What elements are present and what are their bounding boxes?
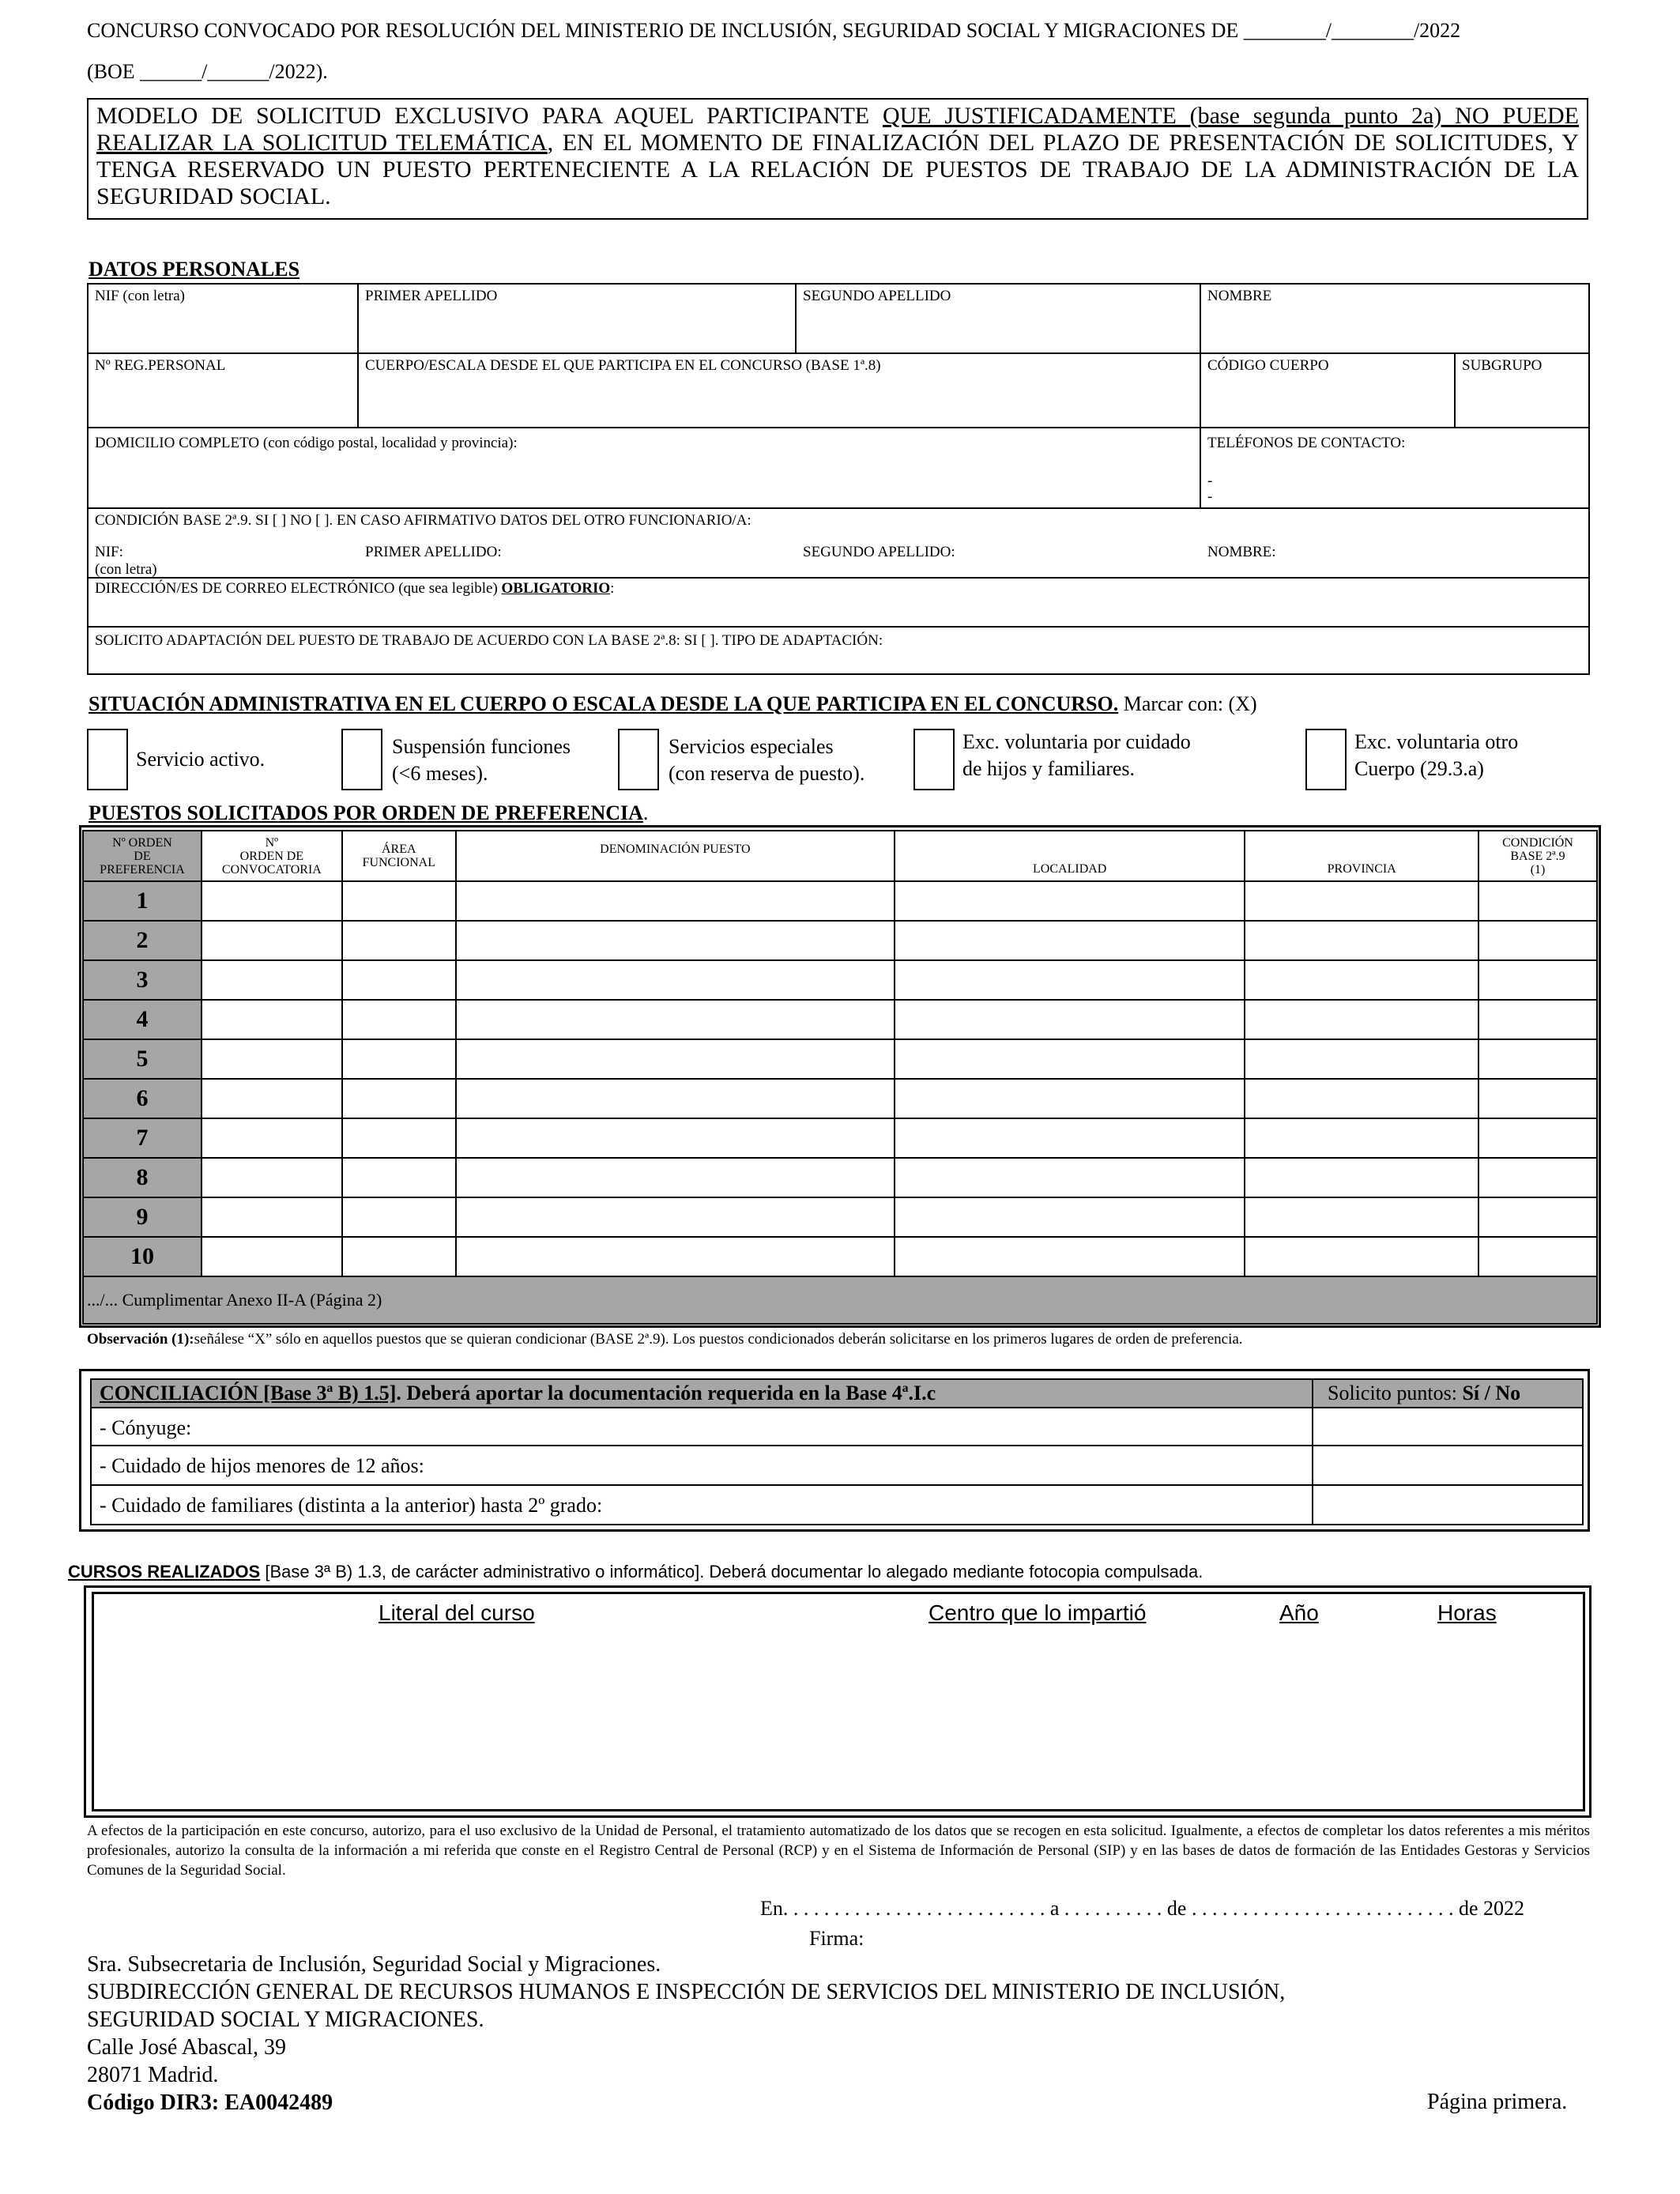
denominacion-cell[interactable] <box>456 881 895 921</box>
localidad-cell[interactable] <box>895 1118 1245 1158</box>
area-funcional-cell[interactable] <box>342 921 456 960</box>
hijos-puntos-field[interactable] <box>1313 1446 1582 1486</box>
denominacion-cell[interactable] <box>456 1000 895 1039</box>
cursos-field[interactable] <box>92 1592 1585 1811</box>
domicilio-field[interactable]: DOMICILIO COMPLETO (con código postal, localidad y provincia): <box>87 427 1201 509</box>
cuerpo-escala-field[interactable]: CUERPO/ESCALA DESDE EL QUE PARTICIPA EN EL CONCURSO (BASE 1ª.8) <box>357 352 1201 428</box>
orden-preferencia-number: 5 <box>83 1039 202 1079</box>
model-notice-text: MODELO DE SOLICITUD EXCLUSIVO PARA AQUEL PARTICIPANTE QUE JUSTIFICADAMENTE (base segunda punto 2a) NO PUEDE REALIZAR LA SOLICITUD TELEMÁTICA, EN EL MOMENTO DE FINALIZACIÓN DEL PLAZO DE PRESENTACIÓN DE SOLICITUDES, Y TENGA RESERVADO UN PUESTO PERTENECIENTE A LA RELACIÓN DE PUESTOS DE TRABAJO DE LA ADMINISTRACIÓN DE LA SEGURIDAD SOCIAL. <box>96 103 1580 209</box>
boe-line: (BOE ______/______/2022). <box>87 60 328 83</box>
col-literal-curso: Literal del curso <box>379 1600 535 1625</box>
provincia-cell[interactable] <box>1245 1000 1478 1039</box>
puesto-row <box>83 1158 1597 1197</box>
provincia-cell[interactable] <box>1245 881 1478 921</box>
cursos-title: CURSOS REALIZADOS [Base 3ª B) 1.3, de carácter administrativo o informático]. Deberá documentar lo alegado mediante fotocopia compulsada. <box>68 1562 1203 1581</box>
col-provincia: PROVINCIA <box>1245 831 1478 881</box>
primer-apellido-field[interactable]: PRIMER APELLIDO <box>357 283 797 354</box>
area-funcional-cell[interactable] <box>342 1237 456 1276</box>
orden-convocatoria-cell[interactable] <box>202 1158 342 1197</box>
address-line-1: Sra. Subsecretaria de Inclusión, Seguridad Social y Migraciones. <box>87 1952 661 1977</box>
puestos-table <box>82 830 1598 1325</box>
col-localidad: LOCALIDAD <box>895 831 1245 881</box>
servicios-especiales-label: Servicios especiales (con reserva de puesto). <box>669 735 865 785</box>
orden-preferencia-number: 6 <box>83 1079 202 1118</box>
conciliacion-header: CONCILIACIÓN [Base 3ª B) 1.5]. Deberá aportar la documentación requerida en la Base 4ª.I.c <box>92 1380 1313 1408</box>
col-orden-convocatoria: Nº ORDEN DE CONVOCATORIA <box>202 831 342 881</box>
localidad-cell[interactable] <box>895 1237 1245 1276</box>
puesto-row <box>83 1000 1597 1039</box>
col-orden-preferencia: Nº ORDEN DE PREFERENCIA <box>83 831 202 881</box>
exc-cuidado-checkbox[interactable] <box>913 729 955 790</box>
exc-otro-cuerpo-checkbox[interactable] <box>1305 729 1347 790</box>
puestos-footer-row <box>83 1276 1597 1324</box>
adaptacion-field[interactable]: SOLICITO ADAPTACIÓN DEL PUESTO DE TRABAJO DE ACUERDO CON LA BASE 2ª.8: SI [ ]. TIPO DE ADAPTACIÓN: <box>87 626 1590 675</box>
codigo-cuerpo-field[interactable]: CÓDIGO CUERPO <box>1200 352 1456 428</box>
condicion-cell[interactable] <box>1478 881 1597 921</box>
orden-convocatoria-cell[interactable] <box>202 921 342 960</box>
puesto-row <box>83 1118 1597 1158</box>
provincia-cell[interactable] <box>1245 1197 1478 1237</box>
firma-label: Firma: <box>809 1927 864 1950</box>
orden-convocatoria-cell[interactable] <box>202 1197 342 1237</box>
address-line-4: Calle José Abascal, 39 <box>87 2035 286 2060</box>
col-ano: Año <box>1279 1600 1319 1625</box>
orden-preferencia-number: 3 <box>83 960 202 1000</box>
puesto-row <box>83 881 1597 921</box>
puesto-row <box>83 1039 1597 1079</box>
denominacion-cell[interactable] <box>456 1197 895 1237</box>
conciliacion-table <box>90 1378 1584 1525</box>
puestos-title: PUESTOS SOLICITADOS POR ORDEN DE PREFERENCIA. <box>89 801 649 824</box>
denominacion-cell[interactable] <box>456 1158 895 1197</box>
hijos-row: - Cuidado de hijos menores de 12 años: <box>92 1446 1313 1486</box>
orden-convocatoria-cell[interactable] <box>202 1000 342 1039</box>
orden-preferencia-number: 10 <box>83 1237 202 1276</box>
denominacion-cell[interactable] <box>456 1039 895 1079</box>
denominacion-cell[interactable] <box>456 960 895 1000</box>
denominacion-cell[interactable] <box>456 1118 895 1158</box>
col-area-funcional: ÁREA FUNCIONAL <box>342 831 456 881</box>
address-line-2: SUBDIRECCIÓN GENERAL DE RECURSOS HUMANOS E INSPECCIÓN DE SERVICIOS DEL MINISTERIO DE INCLUSIÓN, <box>87 1980 1286 2004</box>
orden-convocatoria-cell[interactable] <box>202 960 342 1000</box>
col-horas: Horas <box>1437 1600 1497 1625</box>
localidad-cell[interactable] <box>895 1039 1245 1079</box>
solicito-puntos-header: Solicito puntos: Sí / No <box>1313 1380 1582 1408</box>
conyuge-puntos-field[interactable] <box>1313 1408 1582 1446</box>
place-date-line[interactable]: En. . . . . . . . . . . . . . . . . . . . . . . . . . a . . . . . . . . . . de . . . . . . . . . . . . . . . . . . . . . . . . . . de 2022 <box>760 1897 1525 1920</box>
localidad-cell[interactable] <box>895 921 1245 960</box>
condicion-cell[interactable] <box>1478 960 1597 1000</box>
condicion-cell[interactable] <box>1478 921 1597 960</box>
provincia-cell[interactable] <box>1245 1158 1478 1197</box>
area-funcional-cell[interactable] <box>342 960 456 1000</box>
conyuge-row: - Cónyuge: <box>92 1408 1313 1446</box>
provincia-cell[interactable] <box>1245 1237 1478 1276</box>
familiares-puntos-field[interactable] <box>1313 1486 1582 1524</box>
familiares-row: - Cuidado de familiares (distinta a la anterior) hasta 2º grado: <box>92 1486 1313 1524</box>
provincia-cell[interactable] <box>1245 1079 1478 1118</box>
col-denominacion: DENOMINACIÓN PUESTO <box>456 831 895 881</box>
orden-preferencia-number: 8 <box>83 1158 202 1197</box>
situacion-title: SITUACIÓN ADMINISTRATIVA EN EL CUERPO O ESCALA DESDE LA QUE PARTICIPA EN EL CONCURSO. Marcar con: (X) <box>89 692 1257 715</box>
col-centro: Centro que lo impartió <box>929 1600 1147 1625</box>
puesto-row <box>83 1079 1597 1118</box>
puesto-row <box>83 1237 1597 1276</box>
orden-preferencia-number: 4 <box>83 1000 202 1039</box>
condicion-cell[interactable] <box>1478 1158 1597 1197</box>
puesto-row <box>83 921 1597 960</box>
address-line-5: 28071 Madrid. <box>87 2063 219 2087</box>
suspension-label: Suspensión funciones (<6 meses). <box>392 735 571 785</box>
servicios-especiales-checkbox[interactable] <box>618 729 659 790</box>
observacion-note: Observación (1):señálese “X” sólo en aquellos puestos que se quieran condicionar (BASE 2ª.9). Los puestos condicionados deberán solicitarse en los primeros lugares de orden de preferencia. <box>87 1331 1243 1348</box>
col-condicion: CONDICIÓN BASE 2ª.9 (1) <box>1478 831 1597 881</box>
anexo-note: .../... Cumplimentar Anexo II-A (Página 2) <box>83 1276 1597 1324</box>
orden-convocatoria-cell[interactable] <box>202 1118 342 1158</box>
telefonos-field[interactable]: TELÉFONOS DE CONTACTO: - - <box>1200 427 1590 509</box>
puestos-header-row <box>83 831 1597 881</box>
localidad-cell[interactable] <box>895 1000 1245 1039</box>
area-funcional-cell[interactable] <box>342 1000 456 1039</box>
localidad-cell[interactable] <box>895 960 1245 1000</box>
condicion-cell[interactable] <box>1478 1000 1597 1039</box>
localidad-cell[interactable] <box>895 1158 1245 1197</box>
dir3-code: Código DIR3: EA0042489 <box>87 2090 333 2115</box>
area-funcional-cell[interactable] <box>342 1158 456 1197</box>
nif-field[interactable]: NIF (con letra) <box>87 283 359 354</box>
provincia-cell[interactable] <box>1245 921 1478 960</box>
email-field[interactable]: DIRECCIÓN/ES DE CORREO ELECTRÓNICO (que sea legible) OBLIGATORIO: <box>87 577 1590 628</box>
orden-preferencia-number: 9 <box>83 1197 202 1237</box>
condicion-otro-funcionario: CONDICIÓN BASE 2ª.9. SI [ ] NO [ ]. EN CASO AFIRMATIVO DATOS DEL OTRO FUNCIONARIO/A: NIF: (con letra) PRIMER APELLIDO: SEGUNDO APELLIDO: NOMBRE: <box>87 507 1590 579</box>
consent-text: A efectos de la participación en este concurso, autorizo, para el uso exclusivo de la Unidad de Personal, el tratamiento automatizado de los datos que se recogen en esta solicitud. Igualmente, a efectos de completar los datos referentes a mis méritos profesionales, autorizo la consulta de la información a mi referida que conste en el Registro Central de Personal (RCP) y en el Sistema de Información de Personal (SIP) y en las bases de datos de formación de las Entidades Gestoras y Servicios Comunes de la Seguridad Social. <box>87 1823 1590 1879</box>
servicio-activo-checkbox[interactable] <box>87 729 128 790</box>
localidad-cell[interactable] <box>895 881 1245 921</box>
servicio-activo-label: Servicio activo. <box>136 748 266 771</box>
convocatoria-line: CONCURSO CONVOCADO POR RESOLUCIÓN DEL MINISTERIO DE INCLUSIÓN, SEGURIDAD SOCIAL Y MIGRACIONES DE ________/________/2022 <box>87 19 1461 42</box>
orden-convocatoria-cell[interactable] <box>202 1039 342 1079</box>
condicion-cell[interactable] <box>1478 1118 1597 1158</box>
localidad-cell[interactable] <box>895 1197 1245 1237</box>
denominacion-cell[interactable] <box>456 921 895 960</box>
exc-otro-cuerpo-label: Exc. voluntaria otro Cuerpo (29.3.a) <box>1354 730 1519 780</box>
reg-personal-field[interactable]: Nº REG.PERSONAL <box>87 352 359 428</box>
orden-convocatoria-cell[interactable] <box>202 1237 342 1276</box>
denominacion-cell[interactable] <box>456 1237 895 1276</box>
condicion-cell[interactable] <box>1478 1237 1597 1276</box>
area-funcional-cell[interactable] <box>342 1039 456 1079</box>
exc-cuidado-label: Exc. voluntaria por cuidado de hijos y familiares. <box>962 730 1191 780</box>
orden-preferencia-number: 1 <box>83 881 202 921</box>
puesto-row <box>83 1197 1597 1237</box>
provincia-cell[interactable] <box>1245 1039 1478 1079</box>
orden-preferencia-number: 2 <box>83 921 202 960</box>
model-notice-box <box>87 98 1588 220</box>
area-funcional-cell[interactable] <box>342 1118 456 1158</box>
area-funcional-cell[interactable] <box>342 881 456 921</box>
recipient-address <box>87 1951 1285 2117</box>
denominacion-cell[interactable] <box>456 1079 895 1118</box>
provincia-cell[interactable] <box>1245 960 1478 1000</box>
orden-convocatoria-cell[interactable] <box>202 1079 342 1118</box>
orden-preferencia-number: 7 <box>83 1118 202 1158</box>
personal-data-title: DATOS PERSONALES <box>89 258 300 281</box>
area-funcional-cell[interactable] <box>342 1079 456 1118</box>
condicion-cell[interactable] <box>1478 1197 1597 1237</box>
puesto-row <box>83 960 1597 1000</box>
subgrupo-field[interactable]: SUBGRUPO <box>1454 352 1590 428</box>
provincia-cell[interactable] <box>1245 1118 1478 1158</box>
address-line-3: SEGURIDAD SOCIAL Y MIGRACIONES. <box>87 2007 484 2032</box>
condicion-cell[interactable] <box>1478 1079 1597 1118</box>
condicion-cell[interactable] <box>1478 1039 1597 1079</box>
localidad-cell[interactable] <box>895 1079 1245 1118</box>
page-label: Página primera. <box>1427 2090 1568 2114</box>
nombre-field[interactable]: NOMBRE <box>1200 283 1590 354</box>
orden-convocatoria-cell[interactable] <box>202 881 342 921</box>
area-funcional-cell[interactable] <box>342 1197 456 1237</box>
suspension-checkbox[interactable] <box>341 729 382 790</box>
segundo-apellido-field[interactable]: SEGUNDO APELLIDO <box>795 283 1201 354</box>
